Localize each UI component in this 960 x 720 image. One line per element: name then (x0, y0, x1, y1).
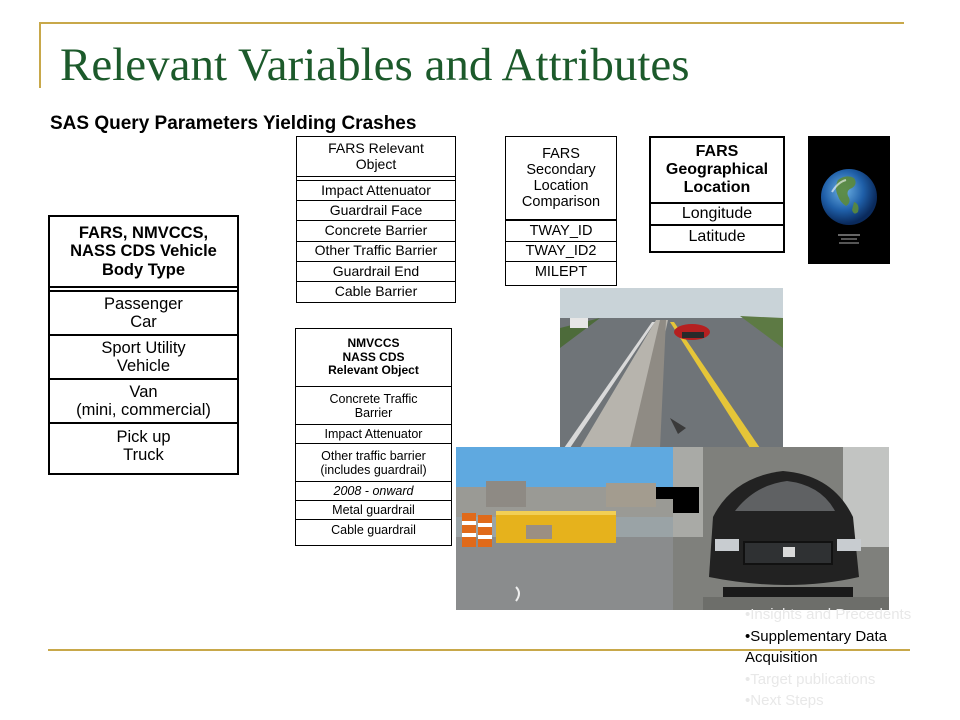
cell-line: (mini, commercial) (76, 401, 211, 419)
earth-globe-image (808, 136, 890, 264)
cell-line: Sport Utility (101, 338, 186, 357)
cell-line: Truck (123, 446, 164, 464)
table-row: MILEPT (534, 264, 588, 281)
header-line: Object (355, 155, 397, 172)
left-rule (39, 22, 41, 88)
bullet-next-steps: •Next Steps (745, 692, 824, 709)
highway-crash-photo (560, 288, 783, 448)
table-row (296, 520, 451, 539)
bullet-text: Supplementary Data (750, 627, 888, 645)
header-line: FARS (542, 145, 580, 162)
cell-line: Passenger (104, 294, 183, 313)
construction-barrels-photo (456, 447, 673, 610)
bullet-supplementary-data: •Supplementary Data (745, 627, 888, 645)
header-line: FARS, NMVCCS, (78, 223, 209, 242)
cell-line: Barrier (354, 405, 393, 420)
slide-subtitle: SAS Query Parameters Yielding Crashes (50, 113, 417, 134)
header-line: FARS Relevant (328, 139, 424, 156)
header-line: NASS CDS (342, 349, 405, 364)
cell-line: Van (129, 382, 158, 401)
top-rule (39, 22, 904, 24)
header-line: NMVCCS (347, 336, 400, 351)
table-row (296, 387, 451, 425)
cell-line: Cable guardrail (331, 522, 416, 537)
table-row: TWAY_ID2 (506, 242, 616, 263)
relevant-object-header (297, 137, 455, 177)
cell-line: Pick up (116, 427, 171, 446)
barrels-graphic (456, 447, 673, 610)
table-row (296, 482, 451, 501)
highway-graphic (560, 288, 783, 448)
body-type-header (50, 217, 237, 288)
table-row: Longitude (651, 204, 783, 226)
bullet-target-publications: •Target publications (745, 670, 876, 688)
table-row (296, 501, 451, 520)
navigation-bullets (745, 604, 960, 712)
bullet-text: Target publications (750, 670, 876, 688)
table-row: Guardrail Face (297, 201, 455, 221)
suv-graphic (673, 447, 889, 610)
bullet-insights: •Insights and Precedents (745, 606, 912, 623)
header-line: Relevant Object (328, 363, 419, 378)
cell-line: Other traffic barrier (321, 448, 426, 463)
table-row: TWAY_ID (506, 221, 616, 242)
damaged-suv-photo (673, 447, 889, 610)
table-row: Guardrail End (297, 262, 455, 282)
table-row (50, 380, 237, 424)
fars-secondary-location-table (505, 136, 617, 286)
table-row (50, 336, 237, 380)
cell-line: Impact Attenuator (324, 427, 423, 441)
table-row: Other Traffic Barrier (297, 242, 455, 262)
header-line: FARS (695, 143, 739, 161)
header-line: Secondary (526, 161, 596, 178)
bullet-text: Next Steps (750, 692, 824, 709)
nmvccs-relevant-object-table (295, 328, 452, 546)
header-line: Body Type (101, 260, 186, 279)
table-row: Cable Barrier (334, 283, 418, 300)
cell-line: Metal guardrail (332, 503, 415, 517)
header-line: Location (533, 178, 589, 194)
table-row (50, 292, 237, 336)
header-line: NASS CDS Vehicle (70, 242, 217, 261)
table-row: Concrete Barrier (297, 221, 455, 241)
bullet-text: Insights and Precedents (750, 606, 912, 623)
table-row: Impact Attenuator (297, 181, 455, 201)
cell-line: Car (130, 313, 157, 331)
cell-line: Vehicle (116, 357, 171, 375)
secondary-header (506, 137, 616, 221)
globe-graphic (808, 136, 890, 264)
header-line: Geographical (665, 161, 769, 179)
nmvccs-header (296, 329, 451, 387)
table-row: Latitude (688, 228, 746, 246)
body-type-table (48, 215, 239, 475)
table-row (296, 444, 451, 482)
fars-geographical-location-table (649, 136, 785, 253)
table-row (50, 424, 237, 468)
header-line: Comparison (521, 194, 601, 211)
fars-relevant-object-table (296, 136, 456, 303)
bullet-supplementary-data-cont: Acquisition (745, 649, 818, 666)
geo-header (651, 138, 783, 204)
header-line: Location (683, 178, 751, 196)
slide-title: Relevant Variables and Attributes (60, 39, 690, 91)
cell-line: (includes guardrail) (320, 462, 427, 477)
cell-line: 2008 - onward (333, 484, 414, 498)
table-row (296, 425, 451, 444)
cell-line: Concrete Traffic (329, 391, 418, 406)
